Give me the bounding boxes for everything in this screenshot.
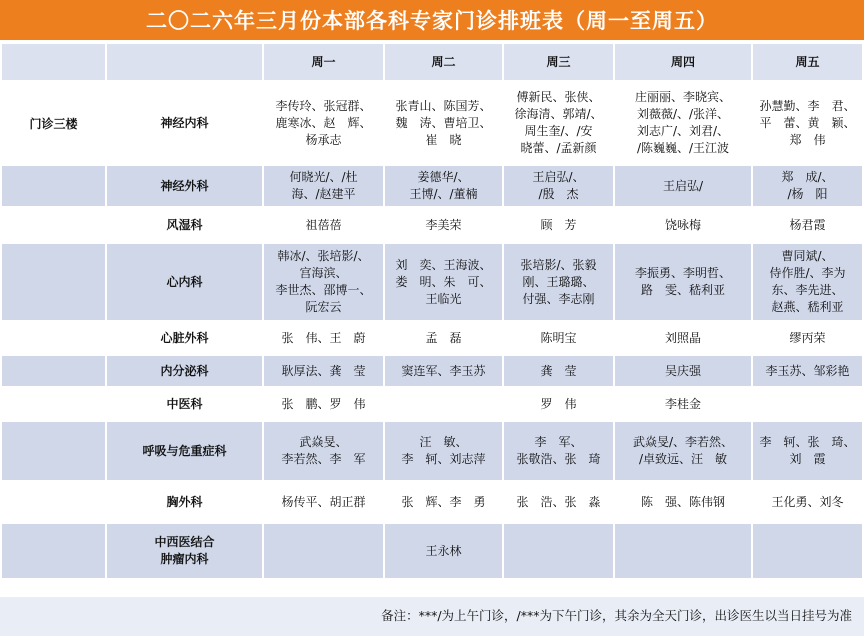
dept-name: 神经外科 <box>107 166 262 206</box>
schedule-cell: 韩冰/、张培影/、 宫海滨、 李世杰、邵博一、 阮宏云 <box>264 244 383 320</box>
schedule-cell: 缪丙荣 <box>753 322 862 354</box>
schedule-cell: 汪 敏、 李 轲、刘志萍 <box>385 422 502 480</box>
footer-note: 备注：***/为上午门诊，/***为下午门诊，其余为全天门诊，出诊医生以当日挂号为准 <box>381 608 852 623</box>
dept-name: 胸外科 <box>107 482 262 522</box>
schedule-cell: 张 鹏、罗 伟 <box>264 388 383 420</box>
dept-row <box>2 82 862 164</box>
schedule-cell: 傅新民、张侠、 徐海清、郭靖/、 周生奎/、/安 晓蕾、/孟新颜 <box>504 82 613 164</box>
header-corner-dept <box>107 44 262 80</box>
dept-name: 心内科 <box>107 244 262 320</box>
schedule-cell: 孙慧勤、李 君、 平 蕾、黄 颖、 郑 伟 <box>753 82 862 164</box>
schedule-cell: 曹同斌/、 侍作胜/、李为 东、李先进、 赵燕、嵇利亚 <box>753 244 862 320</box>
schedule-cell: 杨君霞 <box>753 208 862 242</box>
schedule-cell: 罗 伟 <box>504 388 613 420</box>
schedule-cell: 龚 莹 <box>504 356 613 386</box>
schedule-cell <box>264 524 383 578</box>
day-header: 周五 <box>753 44 862 80</box>
schedule-cell: 王启弘/ <box>615 166 751 206</box>
dept-name: 中西医结合 肿瘤内科 <box>107 524 262 578</box>
schedule-cell: 郑 成/、 /杨 阳 <box>753 166 862 206</box>
schedule-cell: 何晓光/、/杜 海、/赵建平 <box>264 166 383 206</box>
schedule-cell: 张 伟、王 蔚 <box>264 322 383 354</box>
schedule-cell: 刘 奕、王海波、 娄 明、朱 可、 王临光 <box>385 244 502 320</box>
dept-row <box>2 388 862 420</box>
dept-row <box>2 322 862 354</box>
floor-cell <box>2 482 105 522</box>
schedule-cell: 吴庆强 <box>615 356 751 386</box>
schedule-cell: 杨传平、胡正群 <box>264 482 383 522</box>
schedule-cell: 王启弘/、 /殷 杰 <box>504 166 613 206</box>
dept-name: 中医科 <box>107 388 262 420</box>
dept-row <box>2 208 862 242</box>
page-title: 二〇二六年三月份本部各科专家门诊排班表（周一至周五） <box>0 0 864 40</box>
dept-name: 神经内科 <box>107 82 262 164</box>
schedule-cell: 李美荣 <box>385 208 502 242</box>
dept-row <box>2 482 862 522</box>
schedule-cell <box>615 524 751 578</box>
floor-cell <box>2 244 105 320</box>
dept-name: 呼吸与危重症科 <box>107 422 262 480</box>
floor-label: 门诊三楼 <box>2 82 105 164</box>
day-header: 周一 <box>264 44 383 80</box>
floor-cell <box>2 524 105 578</box>
floor-cell <box>2 322 105 354</box>
dept-row <box>2 356 862 386</box>
header-corner-floor <box>2 44 105 80</box>
floor-cell <box>2 388 105 420</box>
dept-row <box>2 244 862 320</box>
schedule-cell: 李桂金 <box>615 388 751 420</box>
floor-cell <box>2 166 105 206</box>
schedule-cell: 李 轲、张 琦、 刘 霞 <box>753 422 862 480</box>
schedule-cell <box>504 524 613 578</box>
schedule-cell: 王化勇、刘冬 <box>753 482 862 522</box>
schedule-cell: 张 辉、李 勇 <box>385 482 502 522</box>
dept-row <box>2 166 862 206</box>
dept-row <box>2 422 862 480</box>
schedule-cell: 陈 强、陈伟钢 <box>615 482 751 522</box>
schedule-cell: 窦连军、李玉苏 <box>385 356 502 386</box>
schedule-cell: 张培影/、张毅 刚、王璐璐、 付强、李志刚 <box>504 244 613 320</box>
schedule-cell: 李振勇、李明哲、 路 雯、嵇利亚 <box>615 244 751 320</box>
schedule-cell: 张青山、陈国芳、 魏 涛、曹培卫、 崔 晓 <box>385 82 502 164</box>
schedule-cell: 武焱旻、 李若然、李 军 <box>264 422 383 480</box>
dept-name: 心脏外科 <box>107 322 262 354</box>
header-row <box>2 44 862 80</box>
day-header: 周四 <box>615 44 751 80</box>
day-header: 周二 <box>385 44 502 80</box>
schedule-cell <box>385 388 502 420</box>
schedule-cell: 姜德华/、 王博/、/董楠 <box>385 166 502 206</box>
schedule-cell: 李玉苏、邹彩艳 <box>753 356 862 386</box>
schedule-table <box>0 42 864 580</box>
schedule-cell: 武焱旻/、李若然、 /卓致远、汪 敏 <box>615 422 751 480</box>
schedule-cell: 李传玲、张冠群、 鹿寒冰、赵 辉、 杨承志 <box>264 82 383 164</box>
schedule-cell: 张 浩、张 淼 <box>504 482 613 522</box>
schedule-cell: 陈明宝 <box>504 322 613 354</box>
floor-cell <box>2 356 105 386</box>
schedule-cell: 庄丽丽、李晓宾、 刘薇薇/、/张洋、 刘志广/、刘君/、 /陈巍巍、/王江波 <box>615 82 751 164</box>
dept-row <box>2 524 862 578</box>
day-header: 周三 <box>504 44 613 80</box>
schedule-cell: 耿厚法、龚 莹 <box>264 356 383 386</box>
floor-cell <box>2 208 105 242</box>
schedule-cell: 王永林 <box>385 524 502 578</box>
schedule-cell: 孟 磊 <box>385 322 502 354</box>
dept-name: 内分泌科 <box>107 356 262 386</box>
schedule-cell: 祖蓓蓓 <box>264 208 383 242</box>
schedule-cell: 刘照晶 <box>615 322 751 354</box>
schedule-cell: 顾 芳 <box>504 208 613 242</box>
schedule-cell: 李 军、 张敬浩、张 琦 <box>504 422 613 480</box>
dept-name: 风湿科 <box>107 208 262 242</box>
floor-cell <box>2 422 105 480</box>
schedule-cell <box>753 388 862 420</box>
schedule-cell: 饶咏梅 <box>615 208 751 242</box>
schedule-cell <box>753 524 862 578</box>
